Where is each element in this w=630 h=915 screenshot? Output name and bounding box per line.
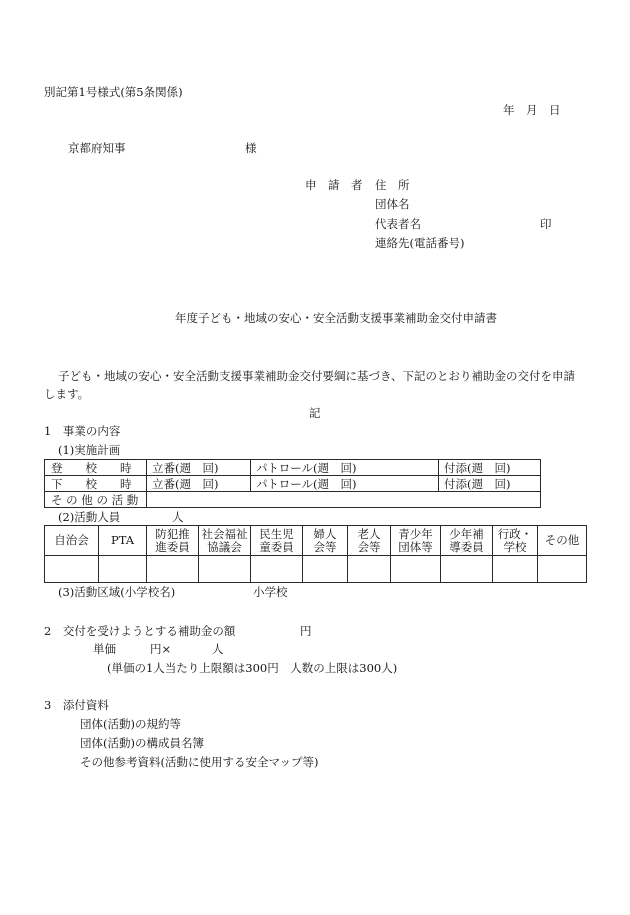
attachment-item: 団体(活動)の構成員名簿 xyxy=(80,736,204,750)
applicant-label: 申 請 者 xyxy=(305,178,363,192)
staff-heading: (2)活動人員 xyxy=(58,510,121,524)
plan-row-label: そ の 他 の 活 動 xyxy=(45,492,147,508)
persons-suffix: 人 xyxy=(212,642,224,656)
staff-header-row xyxy=(45,526,587,556)
section-3-heading: 3 添付資料 xyxy=(44,698,109,712)
staff-data-row xyxy=(45,556,587,583)
staff-col-social-welfare: 社会福祉 協議会 xyxy=(199,526,251,556)
ki-heading: 記 xyxy=(309,406,321,420)
staff-col-welfare-commissioner: 民生児 童委員 xyxy=(251,526,303,556)
body-line-1: 子ども・地域の安心・安全活動支援事業補助金交付要綱に基づき、下記のとおり補助金の交付を申請 xyxy=(58,369,576,383)
plan-row-school-arrival xyxy=(45,460,541,476)
plan-cell-other-activity xyxy=(147,492,541,508)
address-label: 住 所 xyxy=(375,178,410,192)
area-suffix: 小学校 xyxy=(253,585,288,599)
body-line-2: します。 xyxy=(44,387,90,401)
unit-price-label: 単価 xyxy=(93,642,116,656)
staff-cell xyxy=(251,556,303,583)
staff-cell xyxy=(99,556,147,583)
unit-price-suffix: 円× xyxy=(150,642,172,656)
staff-col-juvenile-guidance: 少年補 導委員 xyxy=(441,526,493,556)
attachment-item: 団体(活動)の規約等 xyxy=(80,717,181,731)
staff-cell xyxy=(348,556,391,583)
staff-cell xyxy=(303,556,348,583)
plan-cell-escort: 付添(週 回) xyxy=(439,460,541,476)
seal-mark: 印 xyxy=(540,217,552,231)
plan-row-label: 下 校 時 xyxy=(45,476,147,492)
plan-cell-standing-guard: 立番(週 回) xyxy=(147,476,251,492)
plan-row-school-departure xyxy=(45,476,541,492)
document-title: 年度子ども・地域の安心・安全活動支援事業補助金交付申請書 xyxy=(175,311,497,325)
staff-col-youth-group: 青少年 団体等 xyxy=(391,526,441,556)
staff-cell xyxy=(538,556,587,583)
staff-cell xyxy=(493,556,538,583)
plan-table xyxy=(44,459,541,508)
contact-label: 連絡先(電話番号) xyxy=(375,236,465,250)
staff-cell xyxy=(45,556,99,583)
group-name-label: 団体名 xyxy=(375,197,410,211)
staff-col-pta: PTA xyxy=(99,526,147,556)
staff-col-government-school: 行政・ 学校 xyxy=(493,526,538,556)
plan-cell-patrol: パトロール(週 回) xyxy=(251,460,439,476)
staff-cell xyxy=(147,556,199,583)
section-2-heading: 2 交付を受けようとする補助金の額 xyxy=(44,624,236,638)
staff-cell xyxy=(199,556,251,583)
staff-unit: 人 xyxy=(172,510,184,524)
staff-cell xyxy=(391,556,441,583)
section-1-heading: 1 事業の内容 xyxy=(44,424,121,438)
date-line: 年 月 日 xyxy=(503,103,561,117)
staff-col-other: その他 xyxy=(538,526,587,556)
attachment-item: その他参考資料(活動に使用する安全マップ等) xyxy=(80,755,319,769)
staff-cell xyxy=(441,556,493,583)
plan-row-other-activity xyxy=(45,492,541,508)
form-number: 別記第1号様式(第5条関係) xyxy=(44,85,183,99)
staff-col-seniors-assoc: 老人 会等 xyxy=(348,526,391,556)
staff-col-neighborhood-assoc: 自治会 xyxy=(45,526,99,556)
plan-cell-standing-guard: 立番(週 回) xyxy=(147,460,251,476)
addressee-honorific: 様 xyxy=(245,141,257,155)
representative-label: 代表者名 xyxy=(375,217,421,231)
plan-cell-escort: 付添(週 回) xyxy=(439,476,541,492)
staff-table xyxy=(44,525,587,583)
area-heading: (3)活動区域(小学校名) xyxy=(58,585,176,599)
addressee-name: 京都府知事 xyxy=(68,141,126,155)
staff-col-womens-assoc: 婦人 会等 xyxy=(303,526,348,556)
plan-heading: (1)実施計画 xyxy=(58,443,121,457)
plan-row-label: 登 校 時 xyxy=(45,460,147,476)
plan-cell-patrol: パトロール(週 回) xyxy=(251,476,439,492)
staff-col-crime-prevention: 防犯推 進委員 xyxy=(147,526,199,556)
limit-note: (単価の1人当たり上限額は300円 人数の上限は300人) xyxy=(107,661,398,675)
amount-yen: 円 xyxy=(300,624,312,638)
